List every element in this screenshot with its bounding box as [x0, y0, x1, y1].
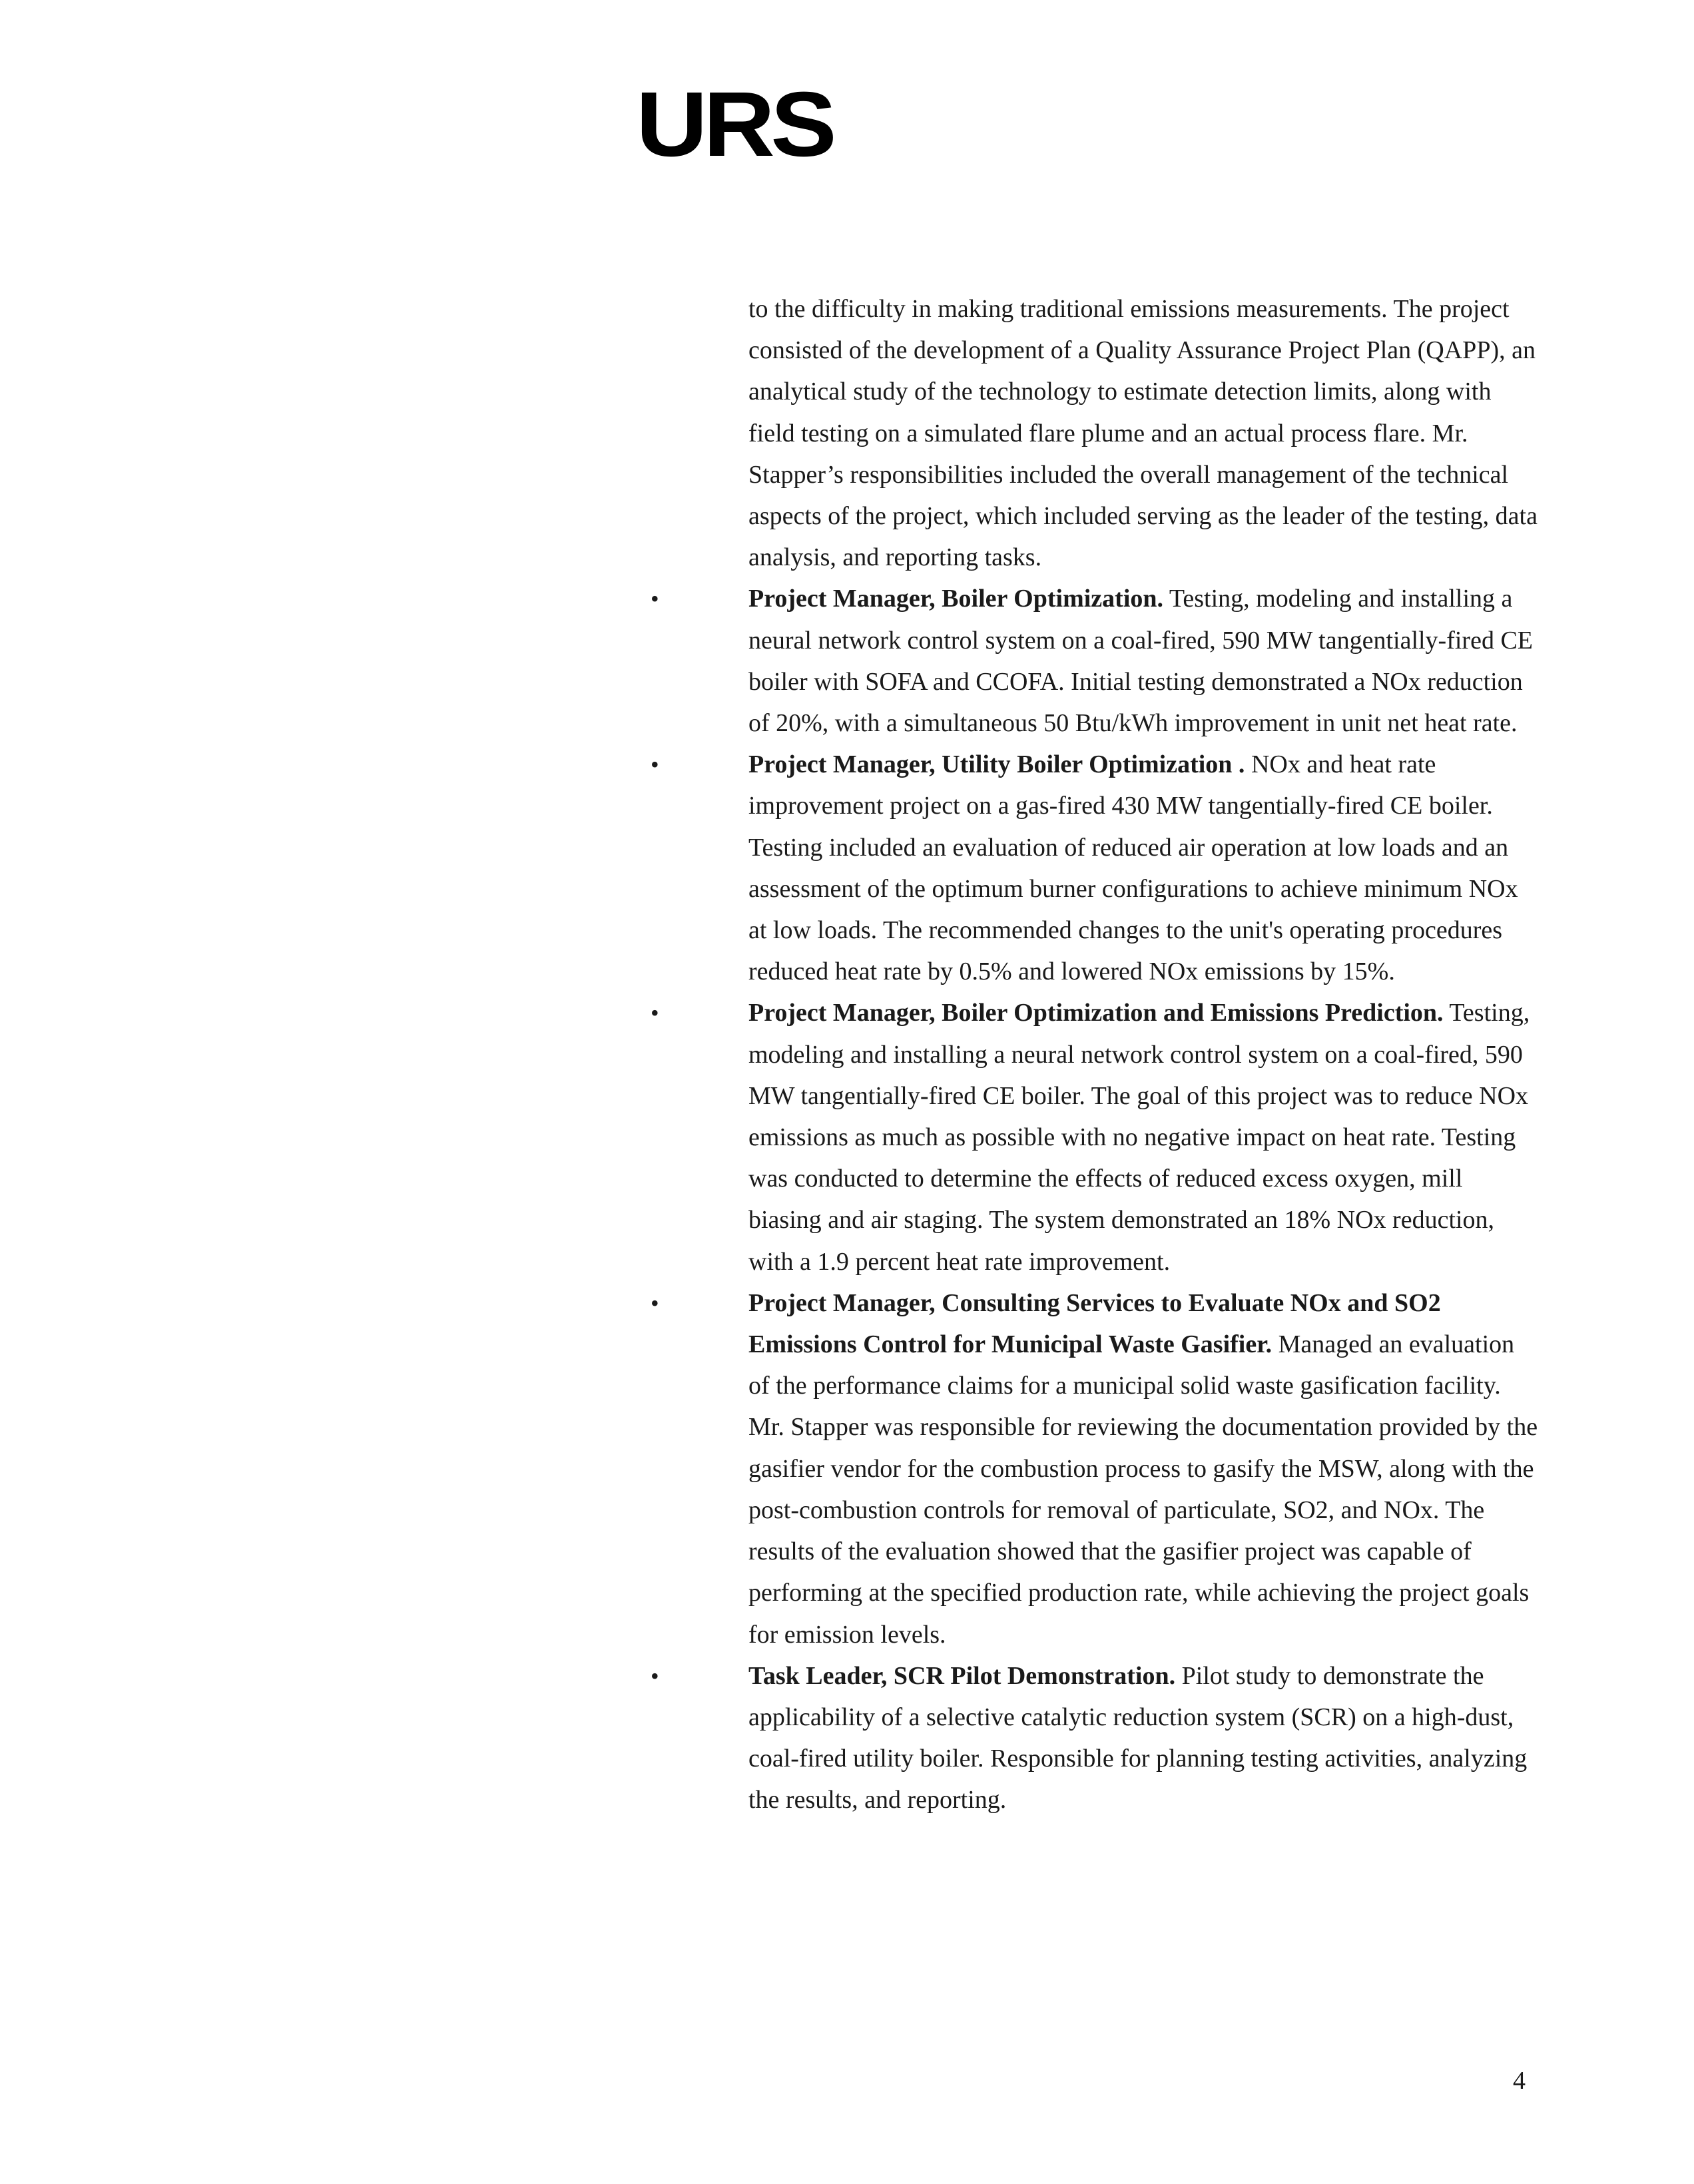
project-item — [651, 1282, 1541, 1655]
urs-logo: URS — [636, 73, 833, 176]
project-heading: Task Leader, SCR Pilot Demonstration. — [748, 1661, 1176, 1690]
project-description: Pilot study to demonstrate the applicability of a selective catalytic reduction system (SCR) on a high-dust, coal-fired utility boiler. Responsible for planning testing activities, analyzing the results, and reporting. — [748, 1661, 1528, 1814]
project-item — [651, 744, 1541, 992]
bullet-icon: • — [651, 1662, 659, 1689]
project-description: NOx and heat rate improvement project on a gas-fired 430 MW tangentially-fired CE boiler. Testing included an evaluation of reduced air operation at low loads and an assessment of the optimum burner configurations to achieve minimum NOx at low loads. The recommended changes to the unit's operating procedures reduced heat rate by 0.5% and lowered NOx emissions by 15%. — [748, 750, 1518, 986]
intro-paragraph: to the difficulty in making traditional emissions measurements. The project consisted of the development of a Quality Assurance Project Plan (QAPP), an analytical study of the technology to estimate detection limits, along with field testing on a simulated flare plume and an actual process flare. Mr. Stapper’s responsibilities included the overall management of the technical aspects of the project, which included serving as the leader of the testing, data analysis, and reporting tasks. — [748, 295, 1538, 572]
project-description: Testing, modeling and installing a neural network control system on a coal-fired, 590 MW tangentially-fired CE boiler. The goal of this project was to reduce NOx emissions as much as possible with no negative impact on heat rate. Testing was conducted to determine the effects of reduced excess oxygen, mill biasing and air staging. The system demonstrated an 18% NOx reduction, with a 1.9 percent heat rate improvement. — [748, 999, 1530, 1276]
resume-body — [651, 288, 1541, 1821]
project-description: Managed an evaluation of the performance claims for a municipal solid waste gasification facility. Mr. Stapper was responsible for reviewing the documentation provided by the gasifier vendor for the combustion process to gasify the MSW, along with the post-combustion controls for removal of particulate, SO2, and NOx. The results of the evaluation showed that the gasifier project was capable of performing at the specified production rate, while achieving the project goals for emission levels. — [748, 1330, 1538, 1649]
project-item — [651, 1655, 1541, 1821]
bullet-icon: • — [651, 999, 659, 1027]
bullet-icon: • — [651, 1289, 659, 1316]
bullet-icon: • — [651, 751, 659, 778]
project-description: Testing, modeling and installing a neural network control system on a coal-fired, 590 MW tangentially-fired CE boiler with SOFA and CCOFA. Initial testing demonstrated a NOx reduction of 20%, with a simultaneous 50 Btu/kWh improvement in unit net heat rate. — [748, 585, 1533, 738]
bullet-icon: • — [651, 585, 659, 613]
project-heading: Project Manager, Boiler Optimization. — [748, 585, 1164, 613]
project-item — [651, 992, 1541, 1282]
project-heading: Project Manager, Boiler Optimization and Emissions Prediction. — [748, 999, 1444, 1027]
project-heading: Project Manager, Utility Boiler Optimization . — [748, 750, 1245, 779]
page-number: 4 — [1513, 2067, 1526, 2095]
project-heading: Project Manager, Consulting Services to Evaluate NOx and SO2 Emissions Control for Municipal Waste Gasifier. — [748, 1288, 1441, 1359]
project-item — [651, 578, 1541, 744]
